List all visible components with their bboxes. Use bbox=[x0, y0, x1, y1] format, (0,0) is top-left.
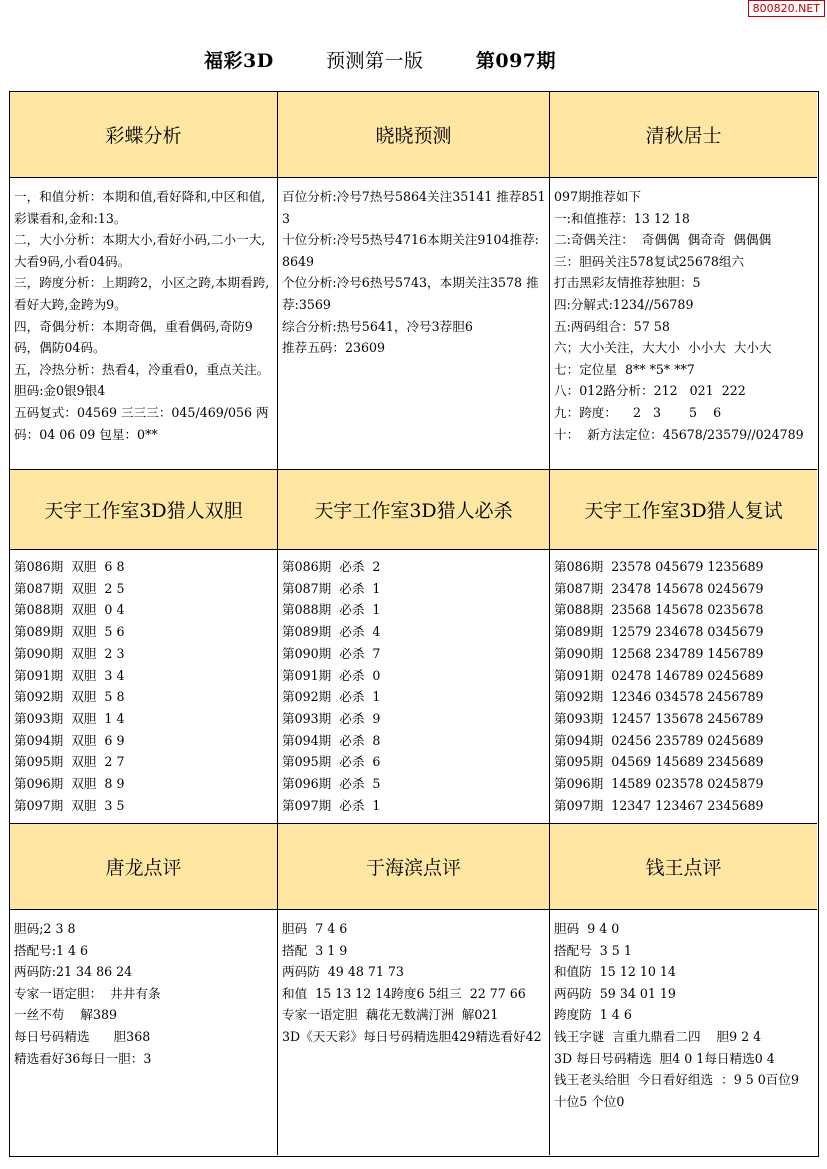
text-line: 钱王字谜 言重九鼎看二四 胆9 2 4 bbox=[554, 1028, 762, 1044]
text-line: 第094期 02456 235789 0245689 bbox=[554, 732, 764, 748]
text-line: 第091期 必杀 0 bbox=[282, 667, 381, 683]
text-line: 第093期 12457 135678 2456789 bbox=[554, 710, 764, 726]
text-line: 3D 每日号码精选 胆4 0 1每日精选0 4 bbox=[554, 1050, 775, 1066]
text-line: 搭配号 3 5 1 bbox=[554, 942, 632, 958]
header-must-kill: 天宇工作室3D猎人必杀 bbox=[278, 470, 550, 550]
text-line: 三，跨度分析：上期跨2，小区之跨,本期看跨,看好大跨,金跨为9。 bbox=[14, 275, 270, 312]
text-line: 胆码 7 4 6 bbox=[282, 921, 348, 936]
page-title bbox=[0, 46, 760, 73]
text-line: 推荐五码：23609 bbox=[282, 340, 386, 356]
section2-body-row bbox=[10, 550, 817, 824]
text-line: 第093期 必杀 9 bbox=[282, 710, 381, 726]
text-line: 第097期 双胆 3 5 bbox=[14, 797, 125, 813]
text-line: 第089期 12579 234678 0345679 bbox=[554, 624, 764, 640]
text-line: 第087期 双胆 2 5 bbox=[14, 580, 125, 596]
text-line: 八：012路分析：212 021 222 bbox=[554, 383, 746, 399]
text-line: 跨度防 1 4 6 bbox=[554, 1007, 632, 1023]
text-line: 五码复式：04569 三三三：045/469/056 两码：04 06 09 包星：0** bbox=[14, 404, 269, 442]
text-line: 第091期 02478 146789 0245689 bbox=[554, 667, 764, 683]
text-line: 九：跨度： 2 3 5 6 bbox=[554, 404, 722, 420]
text-line: 打击黑彩友情推荐独胆：5 bbox=[554, 275, 701, 291]
text-line: 第090期 必杀 7 bbox=[282, 645, 381, 661]
text-line: 第095期 04569 145689 2345689 bbox=[554, 754, 764, 770]
text-line: 胆码;2 3 8 bbox=[14, 921, 76, 936]
text-line: 第095期 双胆 2 7 bbox=[14, 754, 125, 770]
text-line: 第097期 必杀 1 bbox=[282, 797, 381, 813]
section1-body-row bbox=[10, 178, 817, 470]
text-line: 二:奇偶关注： 奇偶偶 偶奇奇 偶偶偶 bbox=[554, 232, 772, 248]
text-line: 两码防 59 34 01 19 bbox=[554, 985, 676, 1001]
text-line: 一:和值推荐：13 12 18 bbox=[554, 210, 690, 226]
text-line: 搭配号:1 4 6 bbox=[14, 942, 89, 958]
text-line: 搭配 3 1 9 bbox=[282, 942, 348, 958]
text-line: 十： 新方法定位：45678/23579//024789 bbox=[554, 426, 804, 442]
text-line: 第088期 双胆 0 4 bbox=[14, 602, 125, 618]
header-qianwang: 钱王点评 bbox=[550, 824, 817, 910]
text-line: 第089期 必杀 4 bbox=[282, 624, 381, 640]
text-line: 097期推荐如下 bbox=[554, 189, 642, 204]
section1-header-row bbox=[10, 92, 817, 178]
text-line: 第094期 双胆 6 9 bbox=[14, 732, 125, 748]
text-line: 和值 15 13 12 14跨度6 5组三 22 77 66 bbox=[282, 985, 526, 1001]
header-tanglong: 唐龙点评 bbox=[10, 824, 278, 910]
text-line: 专家一语定胆 藕花无数满汀洲 解021 bbox=[282, 1007, 499, 1023]
text-line: 十位分析:冷号5热号4716本期关注9104推荐:8649 bbox=[282, 232, 539, 269]
text-line: 专家一语定胆： 井井有条 bbox=[14, 985, 161, 1001]
xiaoxiao-prediction-cell bbox=[278, 178, 550, 470]
text-line: 第087期 必杀 1 bbox=[282, 580, 381, 596]
text-line: 第089期 双胆 5 6 bbox=[14, 624, 125, 640]
text-line: 六；大小关注，大大小 小小大 大小大 bbox=[554, 340, 772, 356]
text-line: 第090期 双胆 2 3 bbox=[14, 645, 125, 661]
text-line: 两码防 49 48 71 73 bbox=[282, 964, 404, 980]
prediction-table bbox=[9, 91, 819, 1157]
text-line: 和值防 15 12 10 14 bbox=[554, 964, 676, 980]
text-line: 第097期 12347 123467 2345689 bbox=[554, 797, 764, 813]
header-qingqiu: 清秋居士 bbox=[550, 92, 817, 178]
text-line: 胆码 9 4 0 bbox=[554, 921, 620, 936]
text-line: 五:两码组合：57 58 bbox=[554, 318, 670, 334]
section2-header-row bbox=[10, 470, 817, 550]
text-line: 钱王老头给胆 今日看好组选 ：9 5 0百位9 十位5 个位0 bbox=[554, 1072, 803, 1109]
text-line: 第094期 必杀 8 bbox=[282, 732, 381, 748]
yuhaibin-review-cell bbox=[278, 910, 550, 1155]
text-line: 五，冷热分析：热看4，冷重看0，重点关注。 胆码:金0银9银4 bbox=[14, 361, 278, 399]
retest-history-cell bbox=[550, 550, 817, 824]
text-line: 每日号码精选 胆368 bbox=[14, 1028, 151, 1044]
text-line: 第090期 12568 234789 1456789 bbox=[554, 645, 764, 661]
text-line: 一丝不苟 解389 bbox=[14, 1007, 118, 1023]
issue-number: 第097期 bbox=[475, 50, 557, 72]
edition-label: 预测第一版 bbox=[326, 50, 424, 72]
text-line: 第092期 必杀 1 bbox=[282, 689, 381, 705]
text-line: 综合分析:热号5641，冷号3荐胆6 bbox=[282, 318, 473, 334]
tanglong-review-cell bbox=[10, 910, 278, 1155]
text-line: 第086期 必杀 2 bbox=[282, 559, 381, 574]
text-line: 第086期 双胆 6 8 bbox=[14, 559, 125, 574]
text-line: 第096期 双胆 8 9 bbox=[14, 776, 125, 792]
text-line: 七：定位星 8** *5* **7 bbox=[554, 361, 695, 377]
text-line: 第088期 必杀 1 bbox=[282, 602, 381, 618]
caidie-analysis-cell bbox=[10, 178, 278, 470]
header-double-dan: 天宇工作室3D猎人双胆 bbox=[10, 470, 278, 550]
lottery-name: 福彩3D bbox=[203, 50, 274, 72]
text-line: 第091期 双胆 3 4 bbox=[14, 667, 125, 683]
text-line: 三：胆码关注578复试25678组六 bbox=[554, 253, 745, 269]
text-line: 第087期 23478 145678 0245679 bbox=[554, 580, 764, 596]
text-line: 一，和值分析：本期和值,看好降和,中区和值,彩谍看和,金和:13。 bbox=[14, 189, 266, 226]
text-line: 两码防:21 34 86 24 bbox=[14, 964, 133, 980]
section3-header-row bbox=[10, 824, 817, 910]
header-yuhaibin: 于海滨点评 bbox=[278, 824, 550, 910]
text-line: 第092期 12346 034578 2456789 bbox=[554, 689, 764, 705]
text-line: 第088期 23568 145678 0235678 bbox=[554, 602, 764, 618]
header-caidie: 彩蝶分析 bbox=[10, 92, 278, 178]
text-line: 3D《天天彩》每日号码精选胆429精选看好42 bbox=[282, 1028, 542, 1044]
text-line: 第096期 必杀 5 bbox=[282, 776, 381, 792]
qianwang-review-cell bbox=[550, 910, 817, 1155]
text-line: 第086期 23578 045679 1235689 bbox=[554, 559, 764, 574]
text-line: 二，大小分析：本期大小,看好小码,二小一大,大看9码,小看04码。 bbox=[14, 232, 266, 269]
text-line: 四:分解式:1234//56789 bbox=[554, 296, 694, 312]
site-watermark: 800820.NET bbox=[748, 0, 825, 17]
text-line: 个位分析:冷号6热号5743，本期关注3578 推荐:3569 bbox=[282, 275, 539, 312]
text-line: 第095期 必杀 6 bbox=[282, 754, 381, 770]
text-line: 第092期 双胆 5 8 bbox=[14, 689, 125, 705]
text-line: 精选看好36每日一胆：3 bbox=[14, 1050, 152, 1066]
header-xiaoxiao: 晓晓预测 bbox=[278, 92, 550, 178]
qingqiu-recommendation-cell bbox=[550, 178, 817, 470]
double-dan-history-cell bbox=[10, 550, 278, 824]
must-kill-history-cell bbox=[278, 550, 550, 824]
section3-body-row bbox=[10, 910, 817, 1155]
text-line: 百位分析:冷号7热号5864关注35141 推荐8513 bbox=[282, 189, 546, 226]
text-line: 第096期 14589 023578 0245879 bbox=[554, 776, 764, 792]
header-retest: 天宇工作室3D猎人复试 bbox=[550, 470, 817, 550]
text-line: 四，奇偶分析：本期奇偶，重看偶码,奇防9码，偶防04码。 bbox=[14, 318, 253, 356]
text-line: 第093期 双胆 1 4 bbox=[14, 710, 125, 726]
